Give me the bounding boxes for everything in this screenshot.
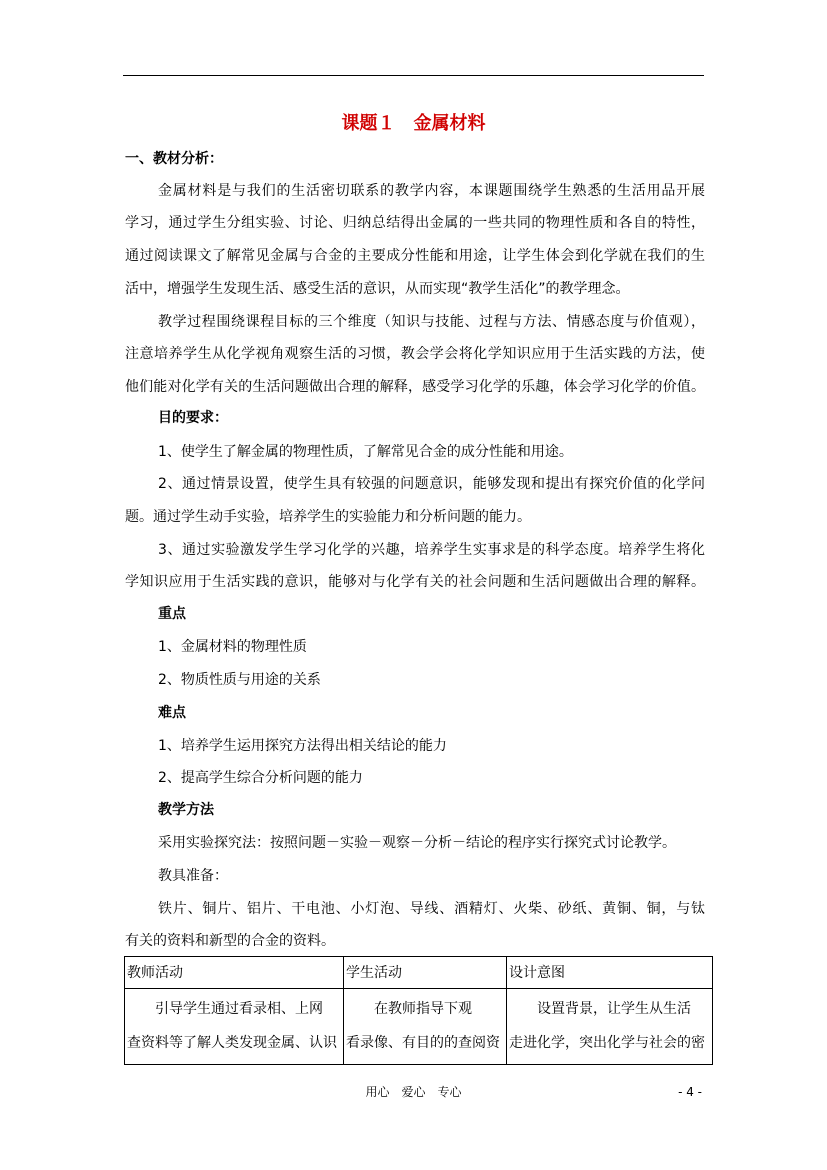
goal-item: 2、通过情景设置，使学生具有较强的问题意识，能够发现和提出有探究价值的化学问 [158,476,705,492]
key-item: 2、物质性质与用途的关系 [158,672,321,688]
tools-text: 有关的资料和新型的合金的资料。 [125,933,335,949]
difficulty-item: 1、培养学生运用探究方法得出相关结论的能力 [158,738,447,754]
goals-heading: 目的要求： [158,410,228,426]
table-header-row [125,957,713,989]
tools-text: 铁片、铜片、铝片、干电池、小灯泡、导线、酒精灯、火柴、砂纸、黄铜、铜，与钛 [158,901,705,917]
table-row [125,989,713,1065]
header-rule [123,75,704,76]
difficulty-heading: 难点 [158,705,186,721]
lesson-plan-table [124,956,713,1065]
goal-item: 题。通过学生动手实验，培养学生的实验能力和分析问题的能力。 [125,509,531,525]
cell-line: 设置背景，让学生从生活 [509,1001,691,1017]
paragraph-line: 通过阅读课文了解常见金属与合金的主要成分性能和用途，让学生体会到化学就在我们的生 [125,248,705,264]
paragraph-line: 金属材料是与我们的生活密切联系的教学内容，本课题围绕学生熟悉的生活用品开展 [158,183,705,199]
analysis-heading: 一、教材分析： [125,151,223,167]
design-intent-cell [507,989,713,1065]
page-number: - 4 - [678,1085,702,1099]
page-title: 课题１ 金属材料 [341,113,486,134]
cell-line: 走进化学，突出化学与社会的密 [509,1035,705,1051]
goal-item: 学知识应用于生活实践的意识，能够对与化学有关的社会问题和生活问题做出合理的解释。 [125,574,705,590]
footer-motto: 用心 爱心 专心 [365,1085,462,1099]
key-heading: 重点 [158,606,186,622]
tools-heading: 教具准备： [158,868,228,884]
goal-item: 3、通过实验激发学生学习化学的兴趣，培养学生实事求是的科学态度。培养学生将化 [158,542,705,558]
paragraph-line: 教学过程围绕课程目标的三个维度（知识与技能、过程与方法、情感态度与价值观）， [158,314,705,330]
cell-line: 查资料等了解人类发现金属、认识 [127,1035,337,1051]
table-header-cell: 教师活动 [125,957,344,989]
cell-line: 在教师指导下观 [346,1001,472,1017]
paragraph-line: 他们能对化学有关的生活问题做出合理的解释，感受学习化学的乐趣，体会学习化学的价值。 [125,379,705,395]
method-text: 采用实验探究法：按照问题－实验－观察－分析－结论的程序实行探究式讨论教学。 [158,835,676,851]
method-heading: 教学方法 [158,802,214,818]
cell-line: 引导学生通过看录相、上网 [127,1001,323,1017]
cell-line: 看录像、有目的的查阅资 [346,1035,500,1051]
table-header-cell: 设计意图 [507,957,713,989]
paragraph-line: 注意培养学生从化学视角观察生活的习惯，教会学会将化学知识应用于生活实践的方法，使 [125,346,705,362]
goal-item: 1、使学生了解金属的物理性质，了解常见合金的成分性能和用途。 [158,444,573,460]
difficulty-item: 2、提高学生综合分析问题的能力 [158,770,363,786]
paragraph-line: 活中，增强学生发现生活、感受生活的意识，从而实现“教学生活化”的教学理念。 [125,281,630,297]
key-item: 1、金属材料的物理性质 [158,639,307,655]
table-header-cell: 学生活动 [344,957,507,989]
teacher-activity-cell [125,989,344,1065]
paragraph-line: 学习，通过学生分组实验、讨论、归纳总结得出金属的一些共同的物理性质和各自的特性， [125,215,705,231]
student-activity-cell [344,989,507,1065]
